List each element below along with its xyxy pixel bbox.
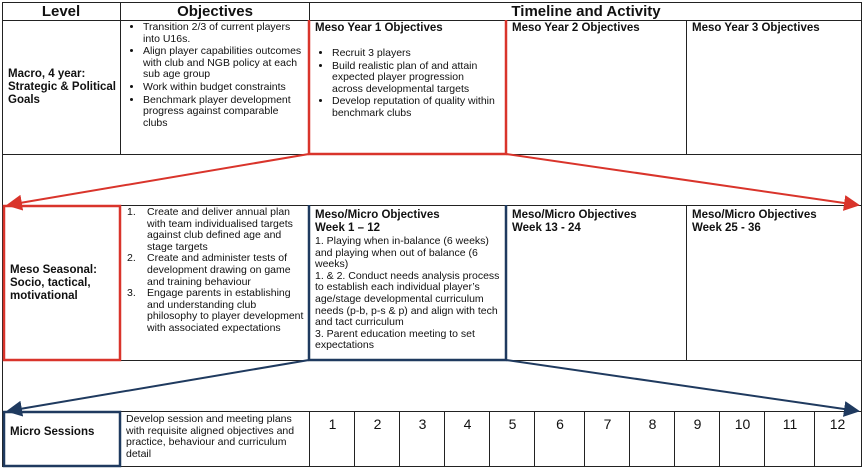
micro-level-highlight bbox=[4, 412, 120, 466]
meso-level-highlight bbox=[4, 206, 120, 360]
meso-block3-weeks: Week 25 - 36 bbox=[692, 222, 761, 234]
list-item: • Benchmark player development progress against comparable clubs bbox=[143, 95, 305, 130]
micro-level-label: Micro Sessions bbox=[10, 426, 95, 438]
meso-block2-weeks: Week 13 - 24 bbox=[512, 222, 581, 234]
list-item: Create and administer tests of development drawing on game and training behaviour bbox=[147, 252, 291, 288]
macro-level-label: Macro, 4 year: Strategic & Political Goals bbox=[8, 68, 117, 106]
session-3: 3 bbox=[418, 416, 427, 432]
list-item: Engage parents in establishing and understanding club philosophy to player development with associated expectations bbox=[147, 287, 304, 334]
red-arrow-right bbox=[506, 154, 858, 205]
header-timeline: Timeline and Activity bbox=[511, 3, 661, 20]
list-item: 3. Parent education meeting to set expectations bbox=[315, 327, 475, 352]
macro-year1-title: Meso Year 1 Objectives bbox=[315, 22, 443, 34]
session-2: 2 bbox=[373, 416, 382, 432]
meso-block2-title: Meso/Micro Objectives bbox=[512, 209, 637, 221]
navy-arrow-right bbox=[506, 360, 858, 411]
meso-level-label: Meso Seasonal: Socio, tactical, motivational bbox=[10, 264, 97, 302]
micro-objectives: Develop session and meeting plans with requisite aligned objectives and practice, behaviour and curriculum detail bbox=[126, 413, 295, 460]
list-item: • Transition 2/3 of current players into U16s. bbox=[143, 22, 305, 45]
meso-block1-title: Meso/Micro Objectives bbox=[315, 209, 440, 221]
session-11: 11 bbox=[782, 416, 798, 432]
list-item: • Align player capabilities outcomes with club and NGB policy at each sub age group bbox=[143, 46, 305, 81]
list-item: • Develop reputation of quality within benchmark clubs bbox=[332, 96, 496, 119]
list-item: 1. & 2. Conduct needs analysis process to establish each individual player’s age/stage developmental curriculum needs (p-b, p-s & p) and align with tech and tact curriculum bbox=[315, 269, 500, 329]
session-9: 9 bbox=[693, 416, 702, 432]
macro-year3-title: Meso Year 3 Objectives bbox=[692, 22, 820, 34]
year1-highlight bbox=[309, 20, 506, 154]
header-objectives: Objectives bbox=[177, 3, 253, 20]
session-1: 1 bbox=[328, 416, 337, 432]
macro-year2-title: Meso Year 2 Objectives bbox=[512, 22, 640, 34]
session-7: 7 bbox=[603, 416, 612, 432]
session-6: 6 bbox=[556, 416, 564, 432]
list-item: Create and deliver annual plan with team individualised targets against club defined age and stage targets bbox=[147, 206, 293, 253]
session-8: 8 bbox=[648, 416, 657, 432]
session-5: 5 bbox=[508, 416, 517, 432]
meso-block1-weeks: Week 1 – 12 bbox=[315, 222, 381, 234]
session-12: 12 bbox=[829, 416, 846, 432]
header-level: Level bbox=[41, 3, 81, 20]
grid-lines bbox=[2, 2, 862, 467]
block1-highlight bbox=[309, 205, 506, 360]
navy-arrow-left bbox=[8, 360, 309, 411]
red-arrow-left bbox=[8, 154, 309, 205]
session-4: 4 bbox=[463, 416, 472, 432]
meso-block3-title: Meso/Micro Objectives bbox=[692, 209, 817, 221]
list-item: 1. Playing when in-balance (6 weeks) and playing when out of balance (6 weeks) bbox=[315, 235, 489, 271]
list-item: • Recruit 3 players bbox=[332, 48, 496, 60]
session-10: 10 bbox=[734, 416, 751, 432]
list-item: • Work within budget constraints bbox=[143, 82, 305, 94]
list-item: • Build realistic plan of and attain expected player progression across developmental targets bbox=[332, 61, 496, 96]
